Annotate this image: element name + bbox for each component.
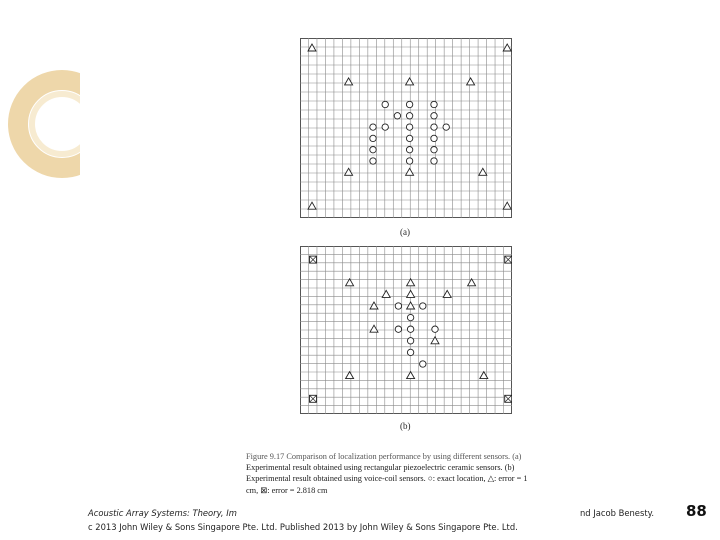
circle-marker xyxy=(407,349,413,355)
page-number: 88 xyxy=(686,502,707,520)
footer-book-title xyxy=(88,508,237,518)
circle-marker xyxy=(370,147,376,153)
circle-marker xyxy=(420,303,426,309)
decorative-ring-graphic xyxy=(0,0,90,180)
grid-lines xyxy=(300,38,512,218)
circle-marker xyxy=(407,326,413,332)
book-title: Acoustic Array Systems: Theory, Im xyxy=(88,508,237,518)
circle-marker xyxy=(370,158,376,164)
figure-caption xyxy=(246,451,576,496)
circle-marker xyxy=(406,124,412,130)
caption-line: Experimental result obtained using rectangular piezoelectric ceramic sensors. (b) xyxy=(246,463,515,473)
localization-grid-b xyxy=(300,246,512,414)
circle-marker xyxy=(406,158,412,164)
circle-marker xyxy=(406,135,412,141)
circle-marker xyxy=(431,113,437,119)
grid-lines xyxy=(300,246,512,414)
circle-marker xyxy=(443,124,449,130)
circle-marker xyxy=(382,101,388,107)
caption-line: cm, ⊠: error = 2.818 cm xyxy=(246,485,328,495)
footer-copyright: c 2013 John Wiley & Sons Singapore Pte. Ltd. Published 2013 by John Wiley & Sons Singapore Pte. Ltd. xyxy=(88,522,518,532)
panel-a-label: (a) xyxy=(400,227,410,237)
circle-marker xyxy=(431,124,437,130)
circle-marker xyxy=(394,113,400,119)
circle-marker xyxy=(370,124,376,130)
circle-marker xyxy=(395,303,401,309)
circle-marker xyxy=(407,338,413,344)
circle-marker xyxy=(370,135,376,141)
circle-marker xyxy=(431,158,437,164)
circle-marker xyxy=(420,361,426,367)
circle-marker xyxy=(432,326,438,332)
circle-marker xyxy=(431,101,437,107)
circle-marker xyxy=(382,124,388,130)
circle-marker xyxy=(407,314,413,320)
circle-marker xyxy=(395,326,401,332)
circle-marker xyxy=(406,101,412,107)
panel-b-label: (b) xyxy=(400,421,411,431)
figure-panel-b xyxy=(300,246,512,414)
circle-marker xyxy=(406,113,412,119)
circle-marker xyxy=(406,147,412,153)
localization-grid-a xyxy=(300,38,512,218)
footer-authors: nd Jacob Benesty. xyxy=(580,508,655,518)
circle-marker xyxy=(431,147,437,153)
circle-marker xyxy=(431,135,437,141)
caption-line: Experimental result obtained using voice-coil sensors. ○: exact location, △: error = 1 xyxy=(246,474,528,484)
caption-line: Figure 9.17 Comparison of localization performance by using different sensors. (a) xyxy=(246,452,522,461)
figure-panel-a xyxy=(300,38,512,218)
